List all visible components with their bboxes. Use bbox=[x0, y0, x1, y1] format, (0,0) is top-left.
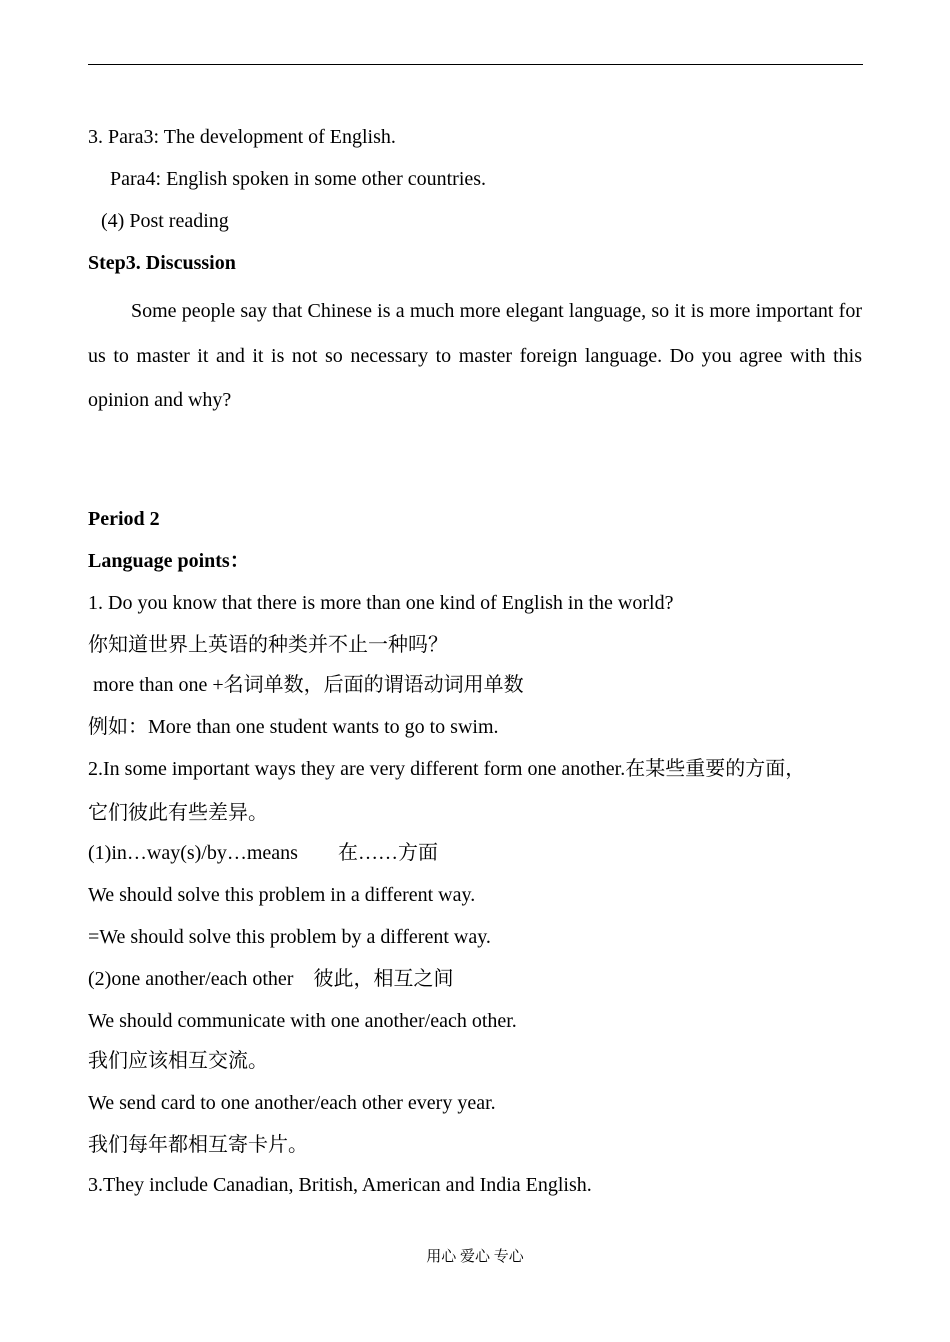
point-line: (2)one another/each other 彼此，相互之间 bbox=[88, 968, 454, 990]
para4-line: Para4: English spoken in some other countries. bbox=[110, 168, 487, 190]
point-line: 2.In some important ways they are very different form one another.在某些重要的方面， bbox=[88, 758, 806, 780]
point-line: 例如：More than one student wants to go to swim. bbox=[88, 716, 499, 738]
point-line: 3.They include Canadian, British, American and India English. bbox=[88, 1174, 592, 1196]
page-footer: 用心 爱心 专心 bbox=[426, 1249, 524, 1265]
post-reading-line: (4) Post reading bbox=[101, 210, 229, 232]
para3-line: 3. Para3: The development of English. bbox=[88, 126, 396, 148]
point-line: We should communicate with one another/each other. bbox=[88, 1010, 517, 1032]
discussion-paragraph bbox=[88, 289, 862, 423]
point-line: 你知道世界上英语的种类并不止一种吗？ bbox=[88, 634, 448, 656]
point-line: (1)in…way(s)/by…means 在……方面 bbox=[88, 842, 438, 864]
point-line: 我们应该相互交流。 bbox=[88, 1050, 268, 1072]
period-heading: Period 2 bbox=[88, 508, 160, 530]
discussion-text: Some people say that Chinese is a much more elegant language, so it is more important for us to master it and it is not so necessary to master foreign language. Do you agree with this opinion and why? bbox=[88, 300, 862, 411]
point-line: 我们每年都相互寄卡片。 bbox=[88, 1134, 308, 1156]
point-line: =We should solve this problem by a different way. bbox=[88, 926, 491, 948]
point-line: We should solve this problem in a different way. bbox=[88, 884, 476, 906]
point-line: We send card to one another/each other every year. bbox=[88, 1092, 496, 1114]
point-line: 它们彼此有些差异。 bbox=[88, 802, 268, 824]
step3-heading: Step3. Discussion bbox=[88, 252, 236, 274]
point-line: 1. Do you know that there is more than one kind of English in the world? bbox=[88, 592, 674, 614]
language-points-heading: Language points： bbox=[88, 550, 250, 572]
header-rule bbox=[88, 64, 863, 65]
point-line: more than one +名词单数，后面的谓语动词用单数 bbox=[88, 674, 524, 696]
